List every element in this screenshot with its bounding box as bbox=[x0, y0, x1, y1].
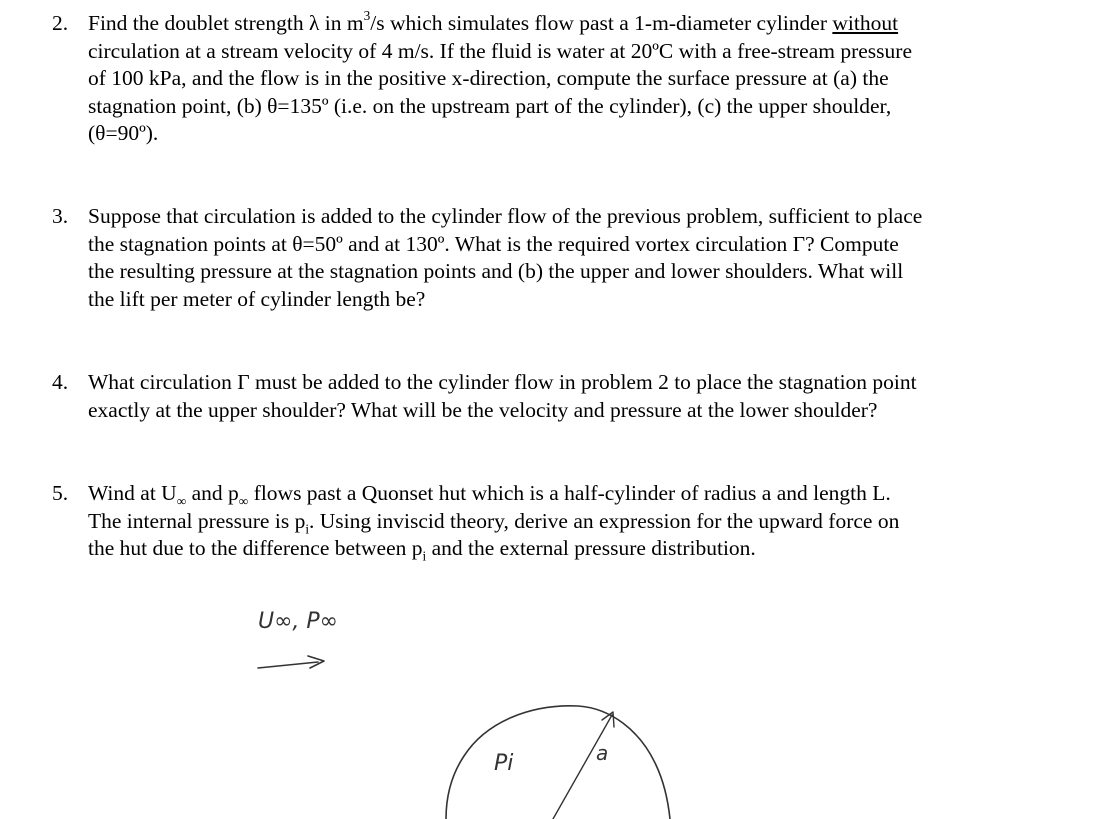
problem-number: 4. bbox=[52, 370, 69, 394]
half-cylinder-outline bbox=[446, 706, 670, 819]
problem-number: 3. bbox=[52, 204, 69, 228]
text-run: . Using inviscid theory, derive an expression for the upward force on bbox=[309, 508, 900, 533]
quonset-hut-sketch bbox=[0, 560, 1107, 819]
text-run: The internal pressure is p bbox=[88, 508, 306, 533]
problem-line: the lift per meter of cylinder length be? bbox=[88, 286, 426, 311]
underlined-word: without bbox=[832, 11, 899, 35]
text-run: flows past a Quonset hut which is a half-cylinder of radius a and length L. bbox=[248, 481, 891, 505]
problem-line bbox=[52, 480, 1052, 508]
freestream-label: U∞, P∞ bbox=[258, 609, 339, 634]
radius-line bbox=[553, 712, 614, 819]
radius-label: a bbox=[596, 741, 609, 765]
problem-line: exactly at the upper shoulder? What will be the velocity and pressure at the lower shoulder? bbox=[88, 397, 878, 422]
text-run: and the external pressure distribution. bbox=[426, 536, 756, 561]
text-run: Wind at U bbox=[88, 481, 177, 505]
internal-pressure-label: Pi bbox=[494, 751, 514, 776]
problem-line: the stagnation points at θ=50º and at 130º. What is the required vortex circulation Γ? Compute bbox=[88, 231, 899, 256]
problem-line: Suppose that circulation is added to the cylinder flow of the previous problem, sufficient to place bbox=[88, 204, 923, 228]
problem-line: What circulation Γ must be added to the cylinder flow in problem 2 to place the stagnation point bbox=[88, 370, 917, 394]
text-run: the hut due to the difference between p bbox=[88, 536, 423, 561]
problem-line bbox=[52, 508, 1052, 536]
problem-number: 5. bbox=[52, 481, 69, 505]
problem-line: stagnation point, (b) θ=135º (i.e. on the upstream part of the cylinder), (c) the upper shoulder, bbox=[88, 93, 892, 118]
problem-5 bbox=[52, 480, 1052, 563]
problem-line bbox=[52, 535, 1052, 563]
problem-4 bbox=[52, 369, 1052, 424]
problem-number: 2. bbox=[52, 11, 69, 35]
problem-line: (θ=90º). bbox=[88, 121, 159, 146]
text-run: Find the doublet strength λ in m bbox=[88, 11, 364, 35]
wind-arrow-icon bbox=[258, 656, 324, 668]
problem-3 bbox=[52, 203, 1052, 313]
subscript: i bbox=[422, 548, 427, 564]
problem-2 bbox=[52, 7, 1052, 148]
problem-line: the resulting pressure at the stagnation points and (b) the upper and lower shoulders. What will bbox=[88, 259, 904, 284]
text-run: and p bbox=[186, 481, 239, 505]
text-run: /s which simulates flow past a 1-m-diameter cylinder bbox=[370, 11, 833, 35]
subscript: i bbox=[305, 520, 310, 536]
subscript: ∞ bbox=[238, 493, 249, 509]
problem-line: circulation at a stream velocity of 4 m/s. If the fluid is water at 20ºC with a free-stream pressure bbox=[88, 38, 912, 63]
superscript: 3 bbox=[363, 7, 371, 23]
subscript: ∞ bbox=[176, 493, 187, 509]
problem-line bbox=[52, 7, 1052, 38]
problem-line: of 100 kPa, and the flow is in the positive x-direction, compute the surface pressure at (a) the bbox=[88, 66, 889, 91]
